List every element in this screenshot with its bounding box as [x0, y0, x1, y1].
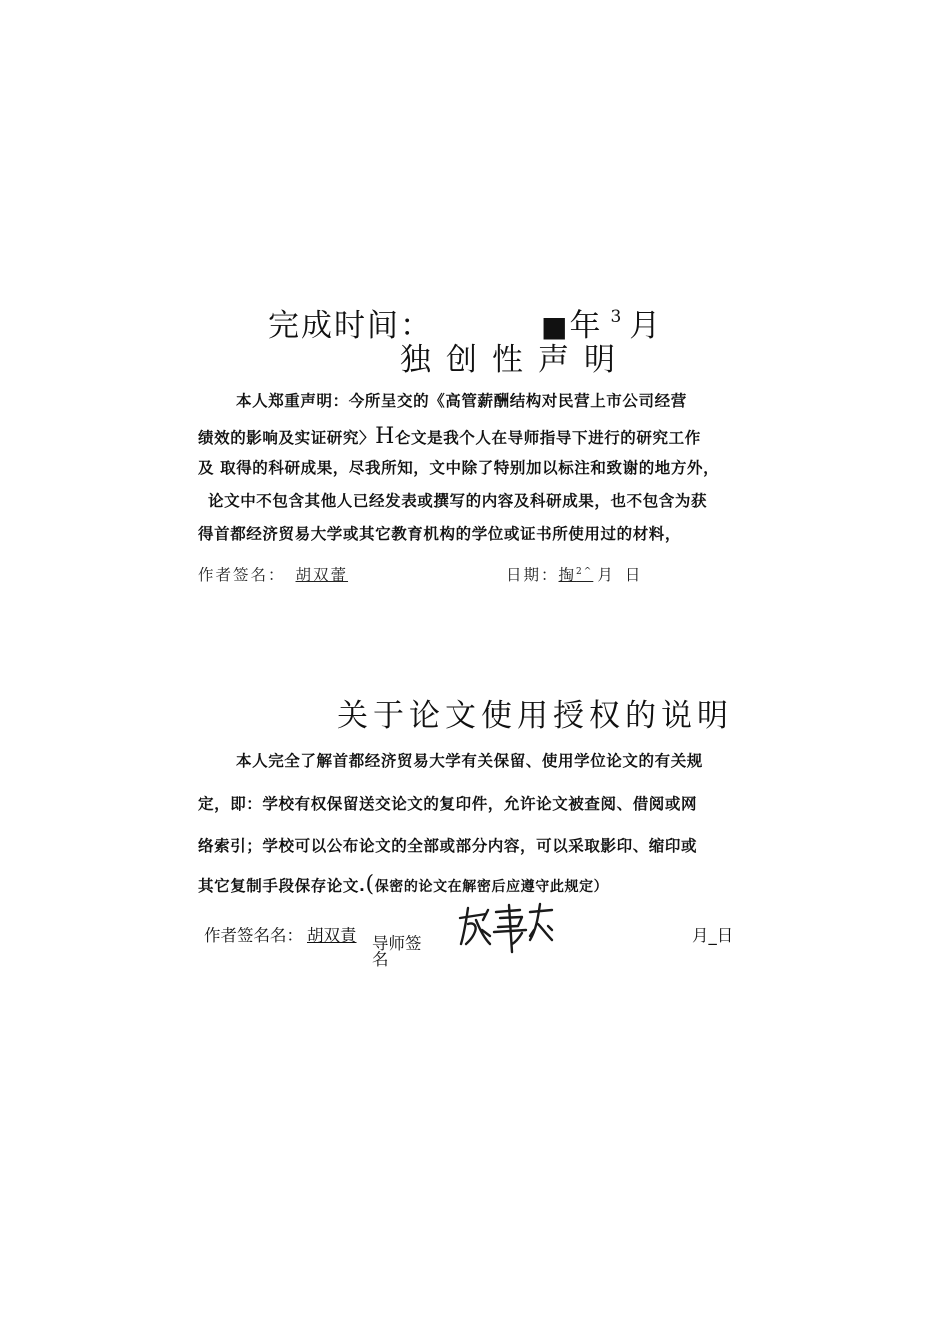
originality-title: 独创性声明 [400, 342, 630, 378]
completion-label: 完成时间： [268, 308, 433, 344]
authorization-line-2: 定，即：学校有权保留送交论文的复印件，允许论文被查阅、借阅或网 [198, 795, 698, 813]
author-label-2: 作者签名名： [204, 926, 303, 945]
authorization-line-1: 本人完全了解首都经济贸易大学有关保留、使用学位论文的有关规 [236, 752, 703, 770]
originality-big-h: H [375, 424, 395, 449]
authorization-author-signature [204, 922, 357, 946]
advisor-handwritten-signature [456, 900, 556, 962]
confidential-note: 保密的论文在解密后应遵守此规定） [374, 879, 609, 895]
paren-open: ( [365, 872, 375, 897]
date-label: 日期： [506, 566, 559, 584]
originality-line-2a: 绩效的影响及实证研究〉 [198, 429, 376, 447]
originality-line-1: 本人郑重声明：今所呈交的《高管薪酬结构对民营上市公司经营 [236, 392, 687, 410]
redaction-square: ■ [541, 310, 570, 343]
originality-line-5: 得首都经济贸易大学或其它教育机构的学位或证书所使用过的材料， [198, 525, 682, 543]
authorization-title: 关于论文使用授权的说明 [337, 698, 733, 734]
date-value: 掏$^{2\^{}}$ [558, 566, 594, 584]
month-char: 月 [629, 308, 663, 344]
originality-author-signature [198, 563, 348, 585]
originality-line-2b: 仑文是我个人在导师指导下进行的研究工作 [394, 429, 701, 447]
advisor-label-1: 导师签 [372, 934, 422, 953]
author-name: 胡双蕾 [295, 566, 349, 584]
author-name-2: 胡双責 [307, 926, 357, 945]
authorization-line-4 [198, 872, 608, 897]
originality-line-4: 论文中不包含其他人已经发表或撰写的内容及科研成果，也不包含为获 [208, 492, 708, 510]
year-char: 年 [569, 308, 603, 344]
date-month: 月 [597, 566, 615, 584]
originality-line-2 [198, 424, 701, 449]
advisor-label-2: 名 [372, 950, 389, 969]
originality-line-3: 及 取得的科研成果，尽我所知，文中除了特别加以标注和致谢的地方外， [198, 459, 720, 477]
authorization-line-3: 络索引；学校可以公布论文的全部或部分内容，可以采取影印、缩印或 [198, 837, 698, 855]
month-number: 3 [610, 307, 624, 327]
originality-date [506, 563, 642, 585]
authorization-line-4a: 其它复制手段保存论文. [198, 877, 366, 895]
author-label: 作者签名： [198, 566, 286, 584]
date-day: 日 [624, 566, 643, 584]
authorization-month-day: 月_日 [692, 926, 734, 945]
